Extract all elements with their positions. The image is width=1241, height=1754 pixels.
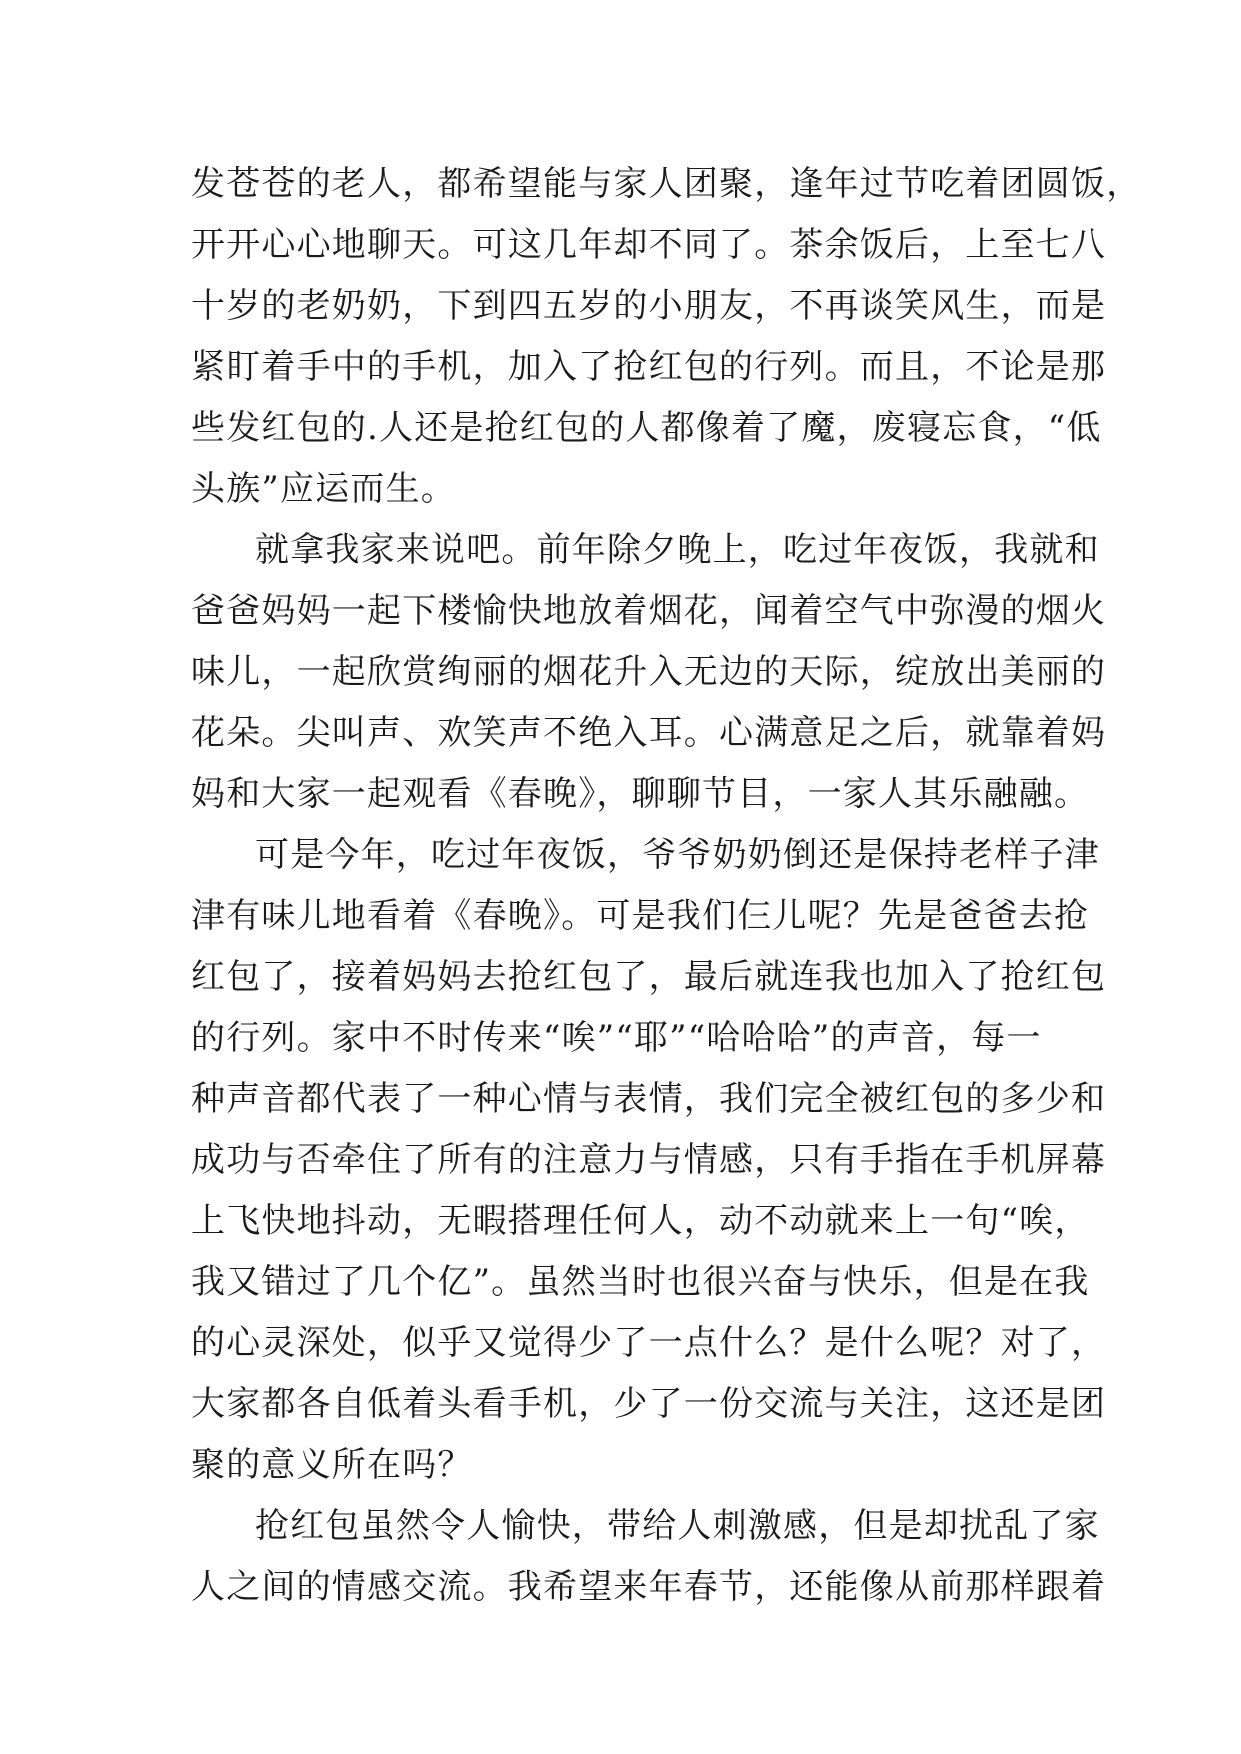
text-line: 些发红包的.人还是抢红包的人都像着了魔，废寝忘食，“低 — [191, 408, 1102, 448]
text-line: 妈和大家一起观看《春晚》，聊聊节目，一家人其乐融融。 — [191, 774, 1090, 814]
text-line: 成功与否牵住了所有的注意力与情感，只有手指在手机屏幕 — [191, 1140, 1107, 1180]
essay-body — [191, 154, 1142, 1618]
text-line: 抢红包虽然令人愉快，带给人刺激感，但是却扰乱了家 — [255, 1506, 1100, 1546]
text-line: 味儿，一起欣赏绚丽的烟花升入无边的天际，绽放出美丽的 — [191, 652, 1107, 692]
text-line: 我又错过了几个亿”。虽然当时也很兴奋与快乐，但是在我 — [191, 1262, 1090, 1302]
text-line: 发苍苍的老人，都希望能与家人团聚，逢年过节吃着团圆饭， — [191, 164, 1142, 204]
paragraph-2 — [191, 520, 1107, 825]
paragraph-3 — [191, 825, 1107, 1496]
text-line: 爸爸妈妈一起下楼愉快地放着烟花，闻着空气中弥漫的烟火 — [191, 591, 1107, 631]
text-line: 就拿我家来说吧。前年除夕晚上，吃过年夜饭，我就和 — [255, 530, 1100, 570]
text-line: 开开心心地聊天。可这几年却不同了。茶余饭后，上至七八 — [191, 225, 1107, 265]
text-line: 津有味儿地看着《春晚》。可是我们仨儿呢？先是爸爸去抢 — [191, 896, 1090, 936]
paragraph-1 — [191, 154, 1142, 520]
text-line: 聚的意义所在吗？ — [191, 1445, 473, 1485]
text-line: 十岁的老奶奶，下到四五岁的小朋友，不再谈笑风生，而是 — [191, 286, 1107, 326]
text-line: 花朵。尖叫声、欢笑声不绝入耳。心满意足之后，就靠着妈 — [191, 713, 1107, 753]
text-line: 种声音都代表了一种心情与表情，我们完全被红包的多少和 — [191, 1079, 1107, 1119]
text-line: 的行列。家中不时传来“唉”“耶”“哈哈哈”的声音，每一 — [191, 1018, 1042, 1058]
text-line: 红包了，接着妈妈去抢红包了，最后就连我也加入了抢红包 — [191, 957, 1107, 997]
text-line: 人之间的情感交流。我希望来年春节，还能像从前那样跟着 — [191, 1567, 1107, 1607]
text-line: 的心灵深处，似乎又觉得少了一点什么？是什么呢？对了， — [191, 1323, 1107, 1363]
text-line: 上飞快地抖动，无暇搭理任何人，动不动就来上一句“唉， — [191, 1201, 1090, 1241]
text-line: 可是今年，吃过年夜饭，爷爷奶奶倒还是保持老样子津 — [255, 835, 1100, 875]
text-line: 头族”应运而生。 — [191, 469, 456, 509]
text-line: 紧盯着手中的手机，加入了抢红包的行列。而且，不论是那 — [191, 347, 1107, 387]
paragraph-4 — [191, 1496, 1107, 1618]
text-line: 大家都各自低着头看手机，少了一份交流与关注，这还是团 — [191, 1384, 1107, 1424]
